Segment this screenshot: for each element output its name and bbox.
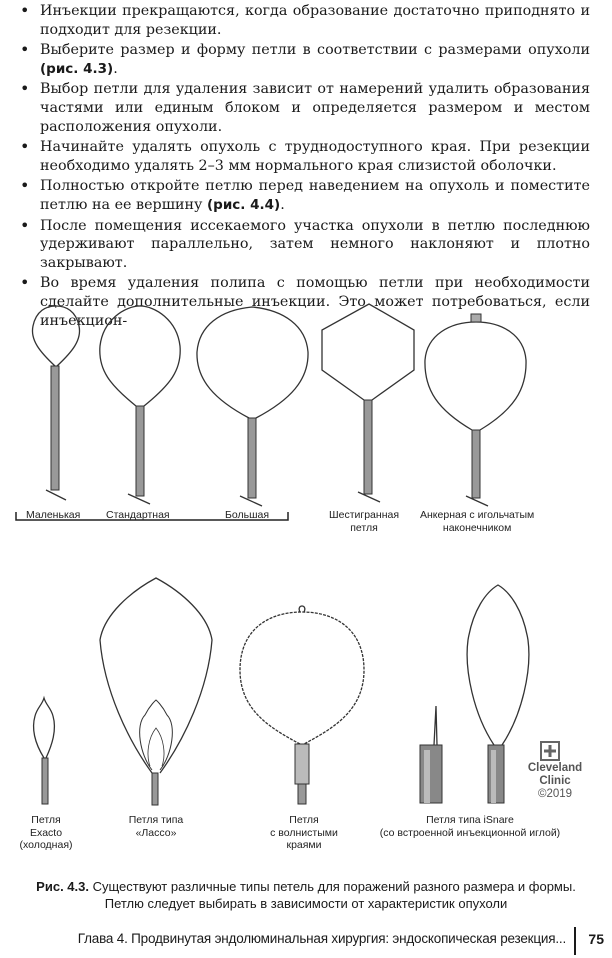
- label-exacto: [14, 814, 78, 852]
- label-exacto-line1: Петля: [31, 814, 61, 826]
- label-hexagonal-line2: петля: [350, 521, 378, 534]
- bullet-tail: .: [280, 196, 285, 213]
- label-wavy: [262, 814, 346, 852]
- bullet-text: Начинайте удалять опухоль с труднодоступного края. При резекции необходимо удалять 2–3 мм нормального края слизистой оболочки.: [40, 139, 590, 174]
- wavy-snare-drawing: [240, 606, 364, 804]
- cleveland-clinic-logo-mark: [541, 742, 559, 760]
- figure-reference: (рис. 4.4): [207, 196, 281, 213]
- bullet-text: Инъекции прекращаются, когда образование достаточно приподнято и подходит для резекции.: [40, 3, 590, 38]
- label-lasso-line2: «Лассо»: [135, 826, 177, 839]
- label-hexagonal: [329, 509, 399, 534]
- logo-year: ©2019: [537, 788, 573, 800]
- bullet-item: [18, 2, 590, 39]
- bullet-text: Выберите размер и форму петли в соответствии с размерами опухоли: [40, 42, 590, 59]
- label-isnare-line1: Петля типа iSnare: [426, 814, 514, 826]
- caption-line1: [6, 879, 606, 896]
- footer-divider: [574, 927, 576, 955]
- page-number: 75: [588, 931, 604, 947]
- logo-text: [520, 762, 590, 788]
- label-lasso-line1: Петля типа: [128, 814, 184, 826]
- figure-reference: (рис. 4.3): [40, 60, 114, 77]
- hexagonal-snare-drawing: [322, 304, 414, 502]
- label-large: Большая: [225, 509, 270, 521]
- page-footer: [70, 927, 610, 955]
- label-wavy-line2: с волнистыми: [270, 826, 338, 839]
- bullet-item: [18, 41, 590, 78]
- small-snare-drawing: [32, 306, 79, 500]
- label-lasso: [118, 814, 194, 839]
- label-isnare-line2: (со встроенной инъекционной иглой): [379, 826, 561, 839]
- bullet-text: После помещения иссекаемого участка опухоли в петлю последнюю удерживают параллельно, затем немного наклоняют и плотно закрывают.: [40, 217, 590, 271]
- label-small: Маленькая: [26, 509, 81, 521]
- logo-line2: Clinic: [539, 775, 571, 787]
- bullet-list: [18, 2, 590, 332]
- bullet-item: [18, 80, 590, 136]
- label-exacto-line2: Exacto: [29, 826, 63, 839]
- bullet-item: [18, 138, 590, 175]
- caption-label: Рис. 4.3.: [36, 879, 89, 894]
- bullet-text: Выбор петли для удаления зависит от намерений удалить образования частями или единым блоком и определяется размером и местом расположения опухоли.: [40, 81, 590, 135]
- anchor-snare-drawing: [425, 314, 526, 506]
- caption-line2: Петлю следует выбирать в зависимости от характеристик опухоли: [104, 895, 508, 911]
- lasso-snare-drawing: [100, 578, 212, 805]
- bullet-item: [18, 274, 590, 330]
- label-anchor-line1: Анкерная с игольчатым: [420, 509, 535, 521]
- chapter-title: Глава 4. Продвинутая эндолюминальная хирургия: эндоскопическая резекция...: [77, 931, 566, 946]
- figure-caption: [6, 879, 606, 912]
- bullet-item: [18, 217, 590, 273]
- label-wavy-line1: Петля: [289, 814, 319, 826]
- exacto-snare-drawing: [34, 698, 55, 804]
- logo-line1: Cleveland: [527, 762, 583, 774]
- label-anchor-line2: наконечником: [442, 521, 512, 534]
- cleveland-clinic-logo: [520, 762, 590, 800]
- standard-snare-drawing: [100, 306, 180, 504]
- label-anchor: [420, 509, 534, 534]
- bullet-tail: .: [113, 60, 118, 77]
- large-snare-drawing: [197, 307, 308, 506]
- label-standard: Стандартная: [106, 509, 170, 521]
- isnare-drawing: [420, 585, 529, 803]
- bullet-text: Во время удаления полипа с помощью петли при необходимости сделайте дополнительные инъекции. Это может потребоваться, если инъекцион-: [40, 275, 590, 329]
- label-hexagonal-line1: Шестигранная: [329, 509, 400, 521]
- caption-text: Существуют различные типы петель для поражений разного размера и формы.: [88, 879, 576, 894]
- bullet-text: Полностью откройте петлю перед наведением на опухоль и поместите петлю на ее вершину: [40, 178, 590, 213]
- bullet-item: [18, 177, 590, 214]
- label-exacto-line3: (холодная): [19, 839, 73, 851]
- label-isnare: [366, 814, 574, 839]
- label-wavy-line3: краями: [286, 839, 322, 851]
